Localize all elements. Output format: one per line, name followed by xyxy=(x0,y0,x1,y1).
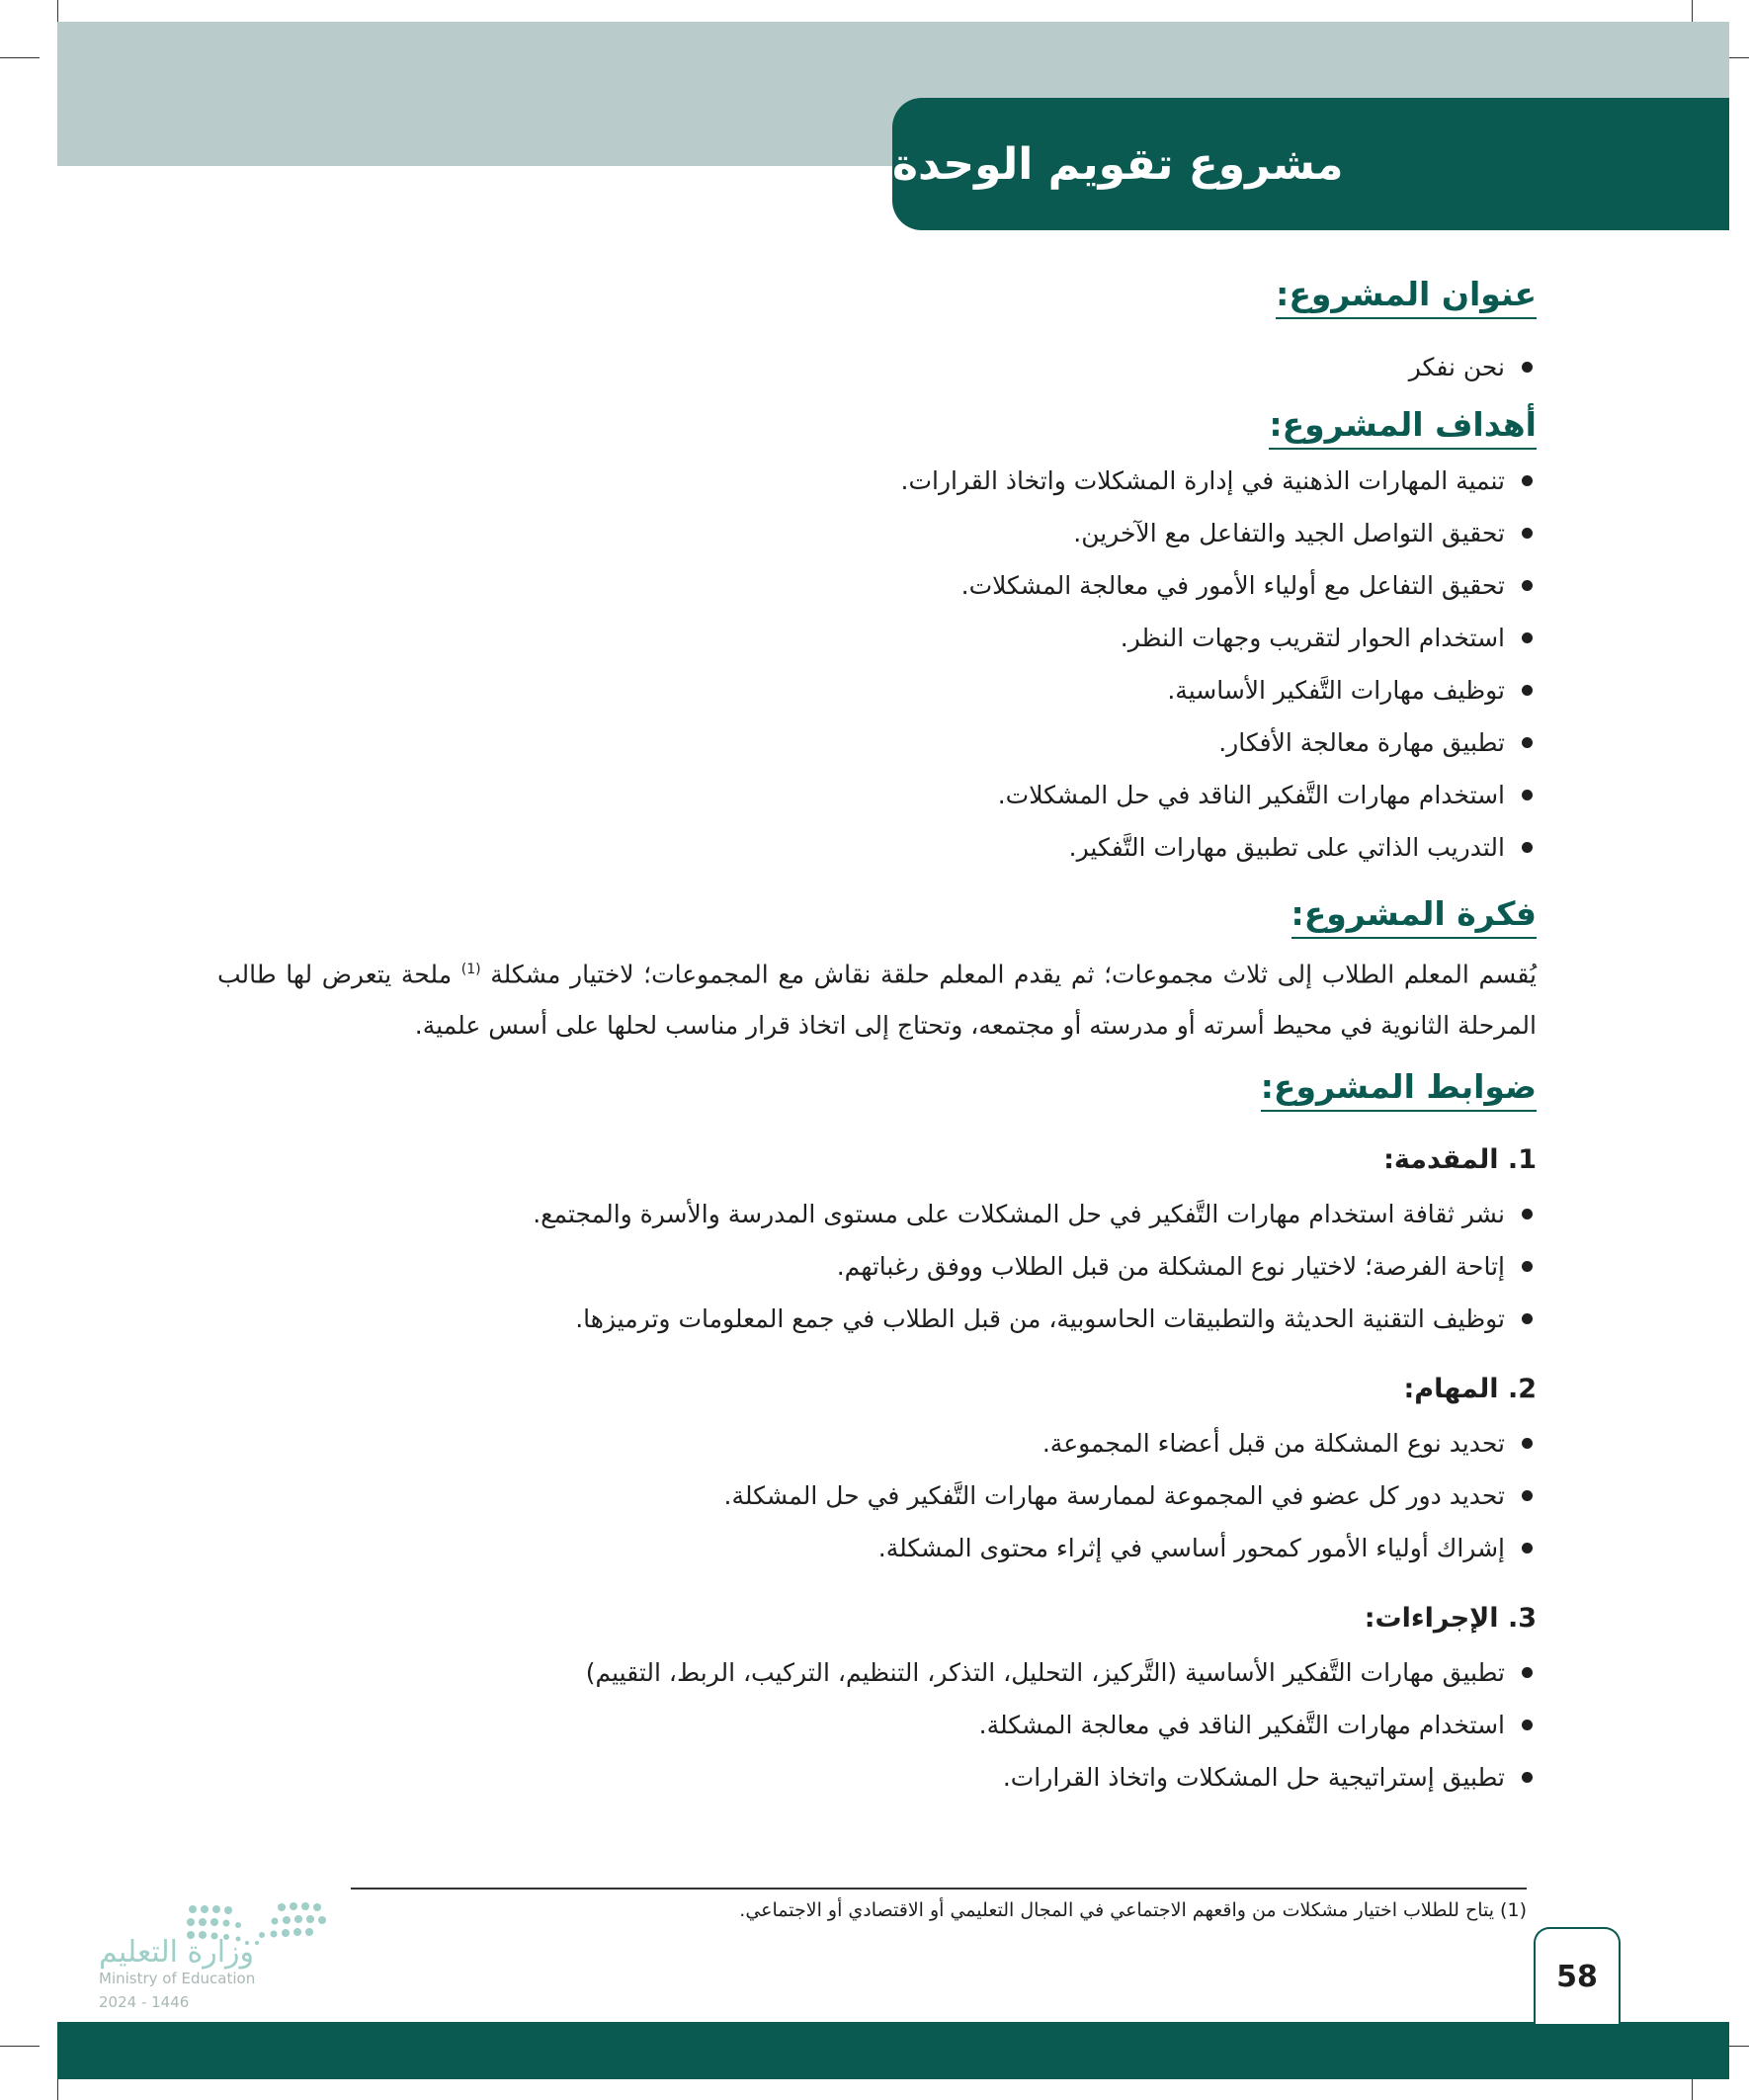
footnote-marker: (1) xyxy=(460,962,481,977)
list-item: تطبيق مهارات التَّفكير الأساسية (التَّركيز، التحليل، التذكر، التنظيم، التركيب، الربط، التقييم) xyxy=(217,1646,1537,1699)
list-item: إتاحة الفرصة؛ لاختيار نوع المشكلة من قبل الطلاب ووفق رغباتهم. xyxy=(217,1240,1537,1293)
page-title-tab xyxy=(892,98,1729,230)
list-item: تحديد نوع المشكلة من قبل أعضاء المجموعة. xyxy=(217,1417,1537,1470)
idea-paragraph xyxy=(217,944,1537,1051)
procedures-subheading: 3. الإجراءات: xyxy=(1364,1603,1537,1634)
footer-band xyxy=(57,2022,1729,2079)
footnote-divider xyxy=(351,1888,1527,1890)
list-item: تحقيق التفاعل مع أولياء الأمور في معالجة المشكلات. xyxy=(217,559,1537,612)
crop-mark xyxy=(0,2046,40,2047)
idea-text-start: يُقسم المعلم الطلاب إلى ثلاث مجموعات؛ ثم يقدم المعلم حلقة نقاش مع المجموعات؛ لاختيار مشكلة xyxy=(490,960,1538,989)
idea-heading: فكرة المشروع: xyxy=(1291,894,1537,939)
tasks-subheading: 2. المهام: xyxy=(1403,1374,1537,1404)
list-item: استخدام الحوار لتقريب وجهات النظر. xyxy=(217,612,1537,664)
page-title: مشروع تقويم الوحدة xyxy=(892,138,1344,190)
list-item: إشراك أولياء الأمور كمحور أساسي في إثراء محتوى المشكلة. xyxy=(217,1522,1537,1574)
controls-heading: ضوابط المشروع: xyxy=(1261,1067,1537,1112)
list-item: تحديد دور كل عضو في المجموعة لممارسة مهارات التَّفكير في حل المشكلة. xyxy=(217,1470,1537,1522)
page-number-box xyxy=(1534,1927,1621,2024)
list-item: توظيف مهارات التَّفكير الأساسية. xyxy=(217,664,1537,716)
ministry-name-english: Ministry of Education xyxy=(99,1970,256,1987)
list-item: تطبيق مهارة معالجة الأفكار. xyxy=(217,716,1537,769)
list-item: تنمية المهارات الذهنية في إدارة المشكلات واتخاذ القرارات. xyxy=(217,455,1537,507)
goals-list xyxy=(217,455,1537,874)
crop-mark xyxy=(0,57,40,58)
list-item: التدريب الذاتي على تطبيق مهارات التَّفكير. xyxy=(217,821,1537,874)
list-item: تحقيق التواصل الجيد والتفاعل مع الآخرين. xyxy=(217,507,1537,559)
idea-text-end: ملحة يتعرض لها طالب المرحلة الثانوية في محيط أسرته أو مدرسته أو مجتمعه، وتحتاج إلى اتخاذ قرار مناسب لحلها على أسس علمية. xyxy=(217,960,1537,1041)
list-item: استخدام مهارات التَّفكير الناقد في حل المشكلات. xyxy=(217,769,1537,821)
list-item: تطبيق إستراتيجية حل المشكلات واتخاذ القرارات. xyxy=(217,1751,1537,1804)
procedures-list xyxy=(217,1646,1537,1804)
ministry-name-arabic: وزارة التعليم xyxy=(99,1935,255,1970)
list-item: توظيف التقنية الحديثة والتطبيقات الحاسوبية، من قبل الطلاب في جمع المعلومات وترميزها. xyxy=(217,1293,1537,1345)
intro-subheading: 1. المقدمة: xyxy=(1383,1144,1537,1175)
footnote: (1) يتاح للطلاب اختيار مشكلات من واقعهم الاجتماعي في المجال التعليمي أو الاقتصادي أو الاجتماعي. xyxy=(739,1899,1527,1921)
list-item: نحن نفكر xyxy=(217,341,1537,393)
project-title-list xyxy=(217,341,1537,393)
goals-heading: أهداف المشروع: xyxy=(1269,405,1537,450)
tasks-list xyxy=(217,1417,1537,1574)
list-item: نشر ثقافة استخدام مهارات التَّفكير في حل المشكلات على مستوى المدرسة والأسرة والمجتمع. xyxy=(217,1188,1537,1240)
project-title-heading: عنوان المشروع: xyxy=(1276,275,1537,319)
intro-list xyxy=(217,1188,1537,1345)
page-number: 58 xyxy=(1556,1959,1598,1994)
list-item: استخدام مهارات التَّفكير الناقد في معالجة المشكلة. xyxy=(217,1699,1537,1751)
ministry-year: 2024 - 1446 xyxy=(99,1993,190,2011)
